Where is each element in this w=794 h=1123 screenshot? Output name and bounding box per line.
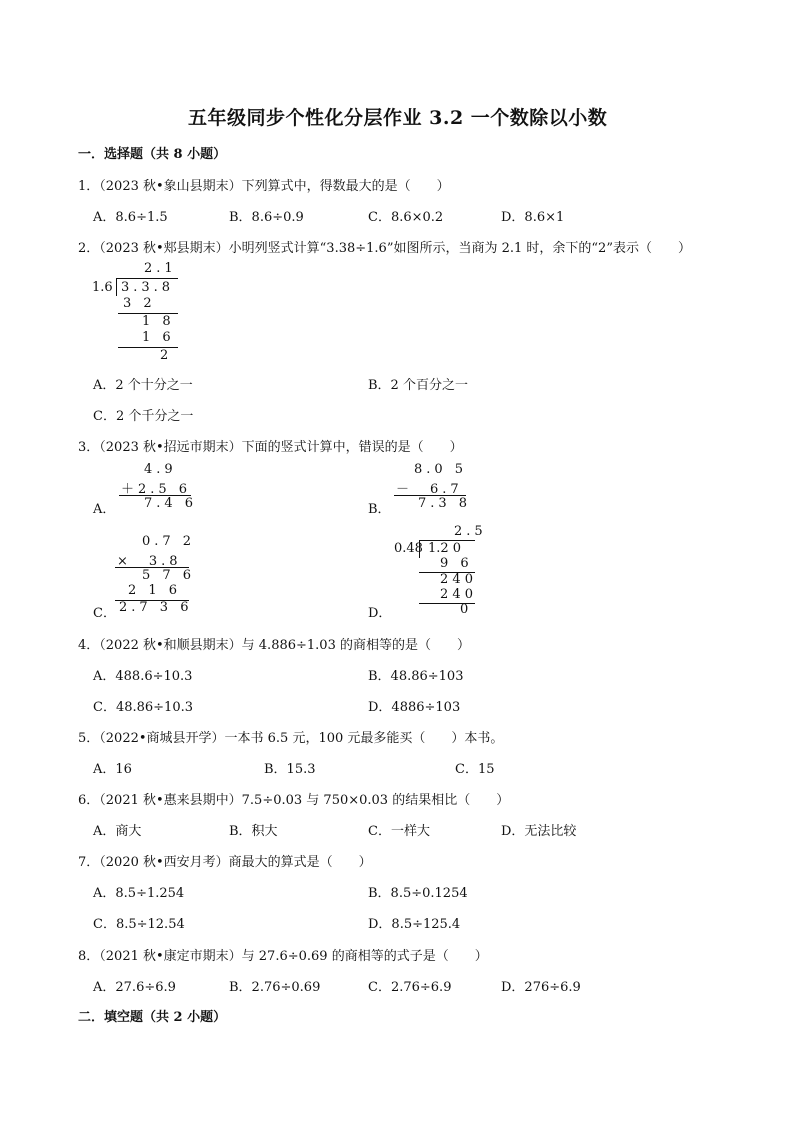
- q2-dividend: 3.3.8: [121, 280, 175, 295]
- question-7-option-c[interactable]: C．8.5÷12.54: [93, 917, 185, 932]
- question-1-option-a[interactable]: A．8.6÷1.5: [93, 210, 168, 225]
- q3d-step3: 2 4 0: [440, 587, 474, 602]
- question-3-option-d[interactable]: D．: [368, 606, 392, 621]
- q3d-dividend: 1.2 0: [428, 541, 462, 556]
- question-5-option-a[interactable]: A．16: [93, 762, 132, 777]
- q3c-result: 2.7 3 6: [119, 600, 193, 615]
- q3c-top: 0.7 2: [142, 534, 196, 549]
- q3b-top: 8.0 5: [414, 462, 468, 477]
- question-5-option-b[interactable]: B．15.3: [264, 762, 316, 777]
- question-2-option-a[interactable]: A．2 个十分之一: [93, 378, 193, 393]
- q3d-quotient: 2.5: [454, 524, 487, 539]
- question-8-option-d[interactable]: D．276÷6.9: [501, 980, 581, 995]
- question-5-option-c[interactable]: C．15: [455, 762, 495, 777]
- section-heading-fill: 二．填空题（共 2 小题）: [78, 1010, 227, 1025]
- q2-divisor: 1.6: [92, 280, 113, 295]
- q3c-second: × 3.8: [117, 554, 182, 569]
- q3b-second: － 6.7: [396, 482, 463, 497]
- q2-division-bracket: [116, 278, 117, 296]
- question-4-option-b[interactable]: B．48.86÷103: [368, 669, 464, 684]
- question-7-option-b[interactable]: B．8.5÷0.1254: [368, 886, 468, 901]
- question-6-stem: 6．（2021 秋•惠来县期中）7.5÷0.03 与 750×0.03 的结果相比（ ）: [78, 793, 510, 808]
- question-2-option-c[interactable]: C．2 个千分之一: [93, 409, 194, 424]
- question-7-option-a[interactable]: A．8.5÷1.254: [93, 886, 185, 901]
- question-3-option-c[interactable]: C．: [93, 606, 116, 621]
- q3c-partial-1: 5 7 6: [142, 568, 196, 583]
- question-3-stem: 3．（2023 秋•招远市期末）下面的竖式计算中，错误的是（ ）: [78, 440, 463, 455]
- question-8-stem: 8．（2021 秋•康定市期末）与 27.6÷0.69 的商相等的式子是（ ）: [78, 949, 488, 964]
- question-8-option-a[interactable]: A．27.6÷6.9: [93, 980, 176, 995]
- q3a-second: ＋2.5 6: [121, 482, 192, 497]
- question-4-option-a[interactable]: A．488.6÷10.3: [93, 669, 193, 684]
- q2-quotient: 2.1: [144, 261, 177, 276]
- question-3-figure-c: [115, 534, 195, 618]
- question-3-option-b[interactable]: B．: [368, 502, 391, 517]
- q2-step1: 3 2: [123, 296, 156, 311]
- question-6-option-d[interactable]: D．无法比较: [501, 824, 577, 839]
- question-7-option-d[interactable]: D．8.5÷125.4: [368, 917, 461, 932]
- question-3-figure-b: [392, 462, 472, 514]
- q2-remainder: 2: [160, 348, 169, 363]
- question-6-option-b[interactable]: B．积大: [229, 824, 278, 839]
- q3a-result: 7.4 6: [144, 496, 198, 511]
- q3d-remainder: 0: [460, 602, 469, 617]
- question-4-stem: 4．（2022 秋•和顺县期末）与 4.886÷1.03 的商相等的是（ ）: [78, 638, 470, 653]
- q3c-partial-2: 2 1 6: [128, 583, 182, 598]
- question-3-figure-a: [115, 462, 198, 514]
- q3d-step2: 2 4 0: [440, 572, 474, 587]
- q3d-step1: 9 6: [440, 556, 473, 571]
- page-title: 五年级同步个性化分层作业 3.2 一个数除以小数: [188, 107, 608, 129]
- question-1-option-c[interactable]: C．8.6×0.2: [368, 210, 444, 225]
- q2-step2: 1 8: [142, 314, 175, 329]
- q3d-divisor: 0.48: [394, 541, 423, 556]
- question-1-option-b[interactable]: B．8.6÷0.9: [229, 210, 304, 225]
- section-heading-choice: 一．选择题（共 8 小题）: [78, 147, 227, 162]
- question-1-stem: 1．（2023 秋•象山县期末）下列算式中，得数最大的是（ ）: [78, 179, 450, 194]
- question-8-option-c[interactable]: C．2.76÷6.9: [368, 980, 452, 995]
- question-1-option-d[interactable]: D．8.6×1: [501, 210, 565, 225]
- q2-rule-2: [118, 347, 178, 348]
- question-2-long-division-figure: [90, 258, 190, 368]
- q2-step3: 1 6: [142, 330, 175, 345]
- question-5-stem: 5．（2022•商城县开学）一本书 6.5 元，100 元最多能买（ ）本书。: [78, 731, 504, 746]
- question-3-figure-d: [392, 522, 487, 618]
- question-4-option-d[interactable]: D．4886÷103: [368, 700, 461, 715]
- question-7-stem: 7．（2020 秋•西安月考）商最大的算式是（ ）: [78, 855, 372, 870]
- question-6-option-c[interactable]: C．一样大: [368, 824, 430, 839]
- question-8-option-b[interactable]: B．2.76÷0.69: [229, 980, 321, 995]
- question-2-stem: 2．（2023 秋•郏县期末）小明列竖式计算“3.38÷1.6”如图所示，当商为 2.1 时，余下的“2”表示（ ）: [78, 241, 691, 256]
- q3a-top: 4.9: [144, 462, 177, 477]
- q3b-result: 7.3 8: [418, 496, 472, 511]
- q2-division-bar: [116, 278, 178, 279]
- question-2-option-b[interactable]: B．2 个百分之一: [368, 378, 468, 393]
- question-6-option-a[interactable]: A．商大: [93, 824, 142, 839]
- question-3-option-a[interactable]: A．: [93, 502, 116, 517]
- question-4-option-c[interactable]: C．48.86÷10.3: [93, 700, 194, 715]
